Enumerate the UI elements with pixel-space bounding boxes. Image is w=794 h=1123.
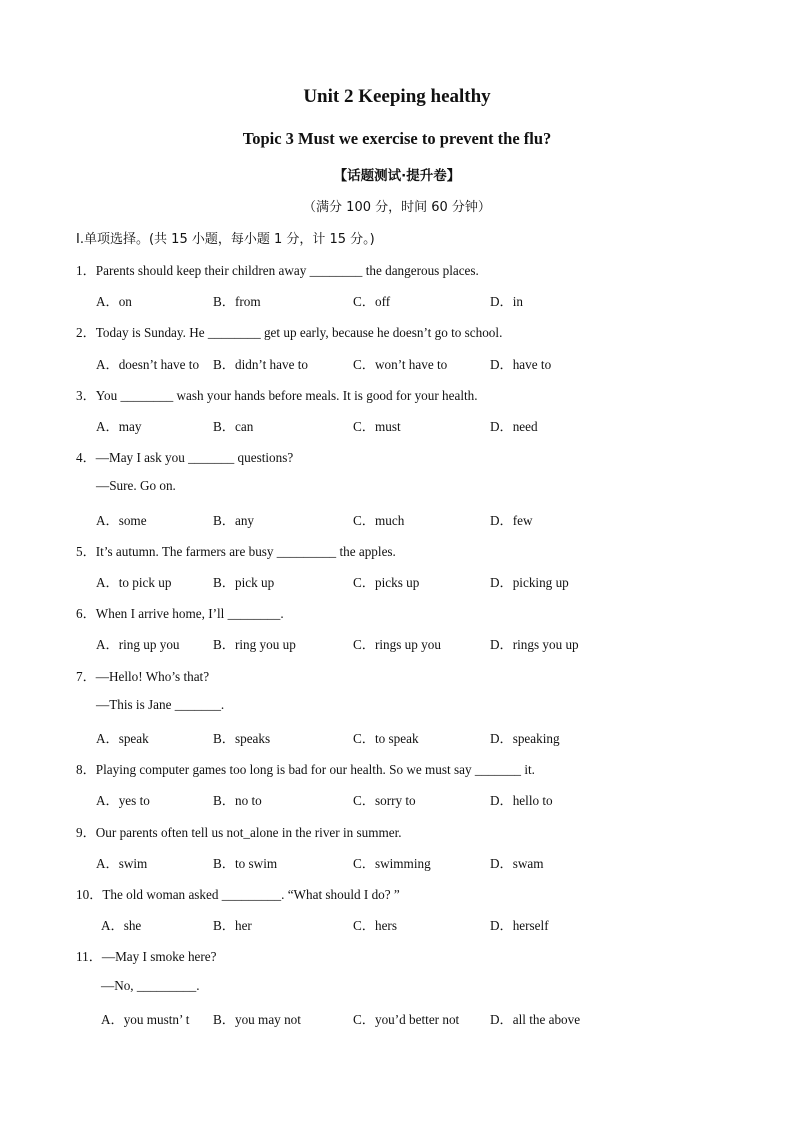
option-d[interactable]: D．speaking [490,731,560,746]
option-d[interactable]: D．swam [490,856,544,871]
question-stem: 1．Parents should keep their children away ________ the dangerous places. [76,263,479,278]
option-c[interactable]: C．to speak [353,731,419,746]
option-b[interactable]: B．ring you up [213,637,296,652]
option-a[interactable]: A．some [96,513,147,528]
option-a[interactable]: A．swim [96,856,148,871]
question-stem: 5．It’s autumn. The farmers are busy _________ the apples. [76,544,396,559]
option-d[interactable]: D．rings you up [490,637,579,652]
option-d[interactable]: D．have to [490,357,552,372]
option-b[interactable]: B．any [213,513,255,528]
question-stem: 6．When I arrive home, I’ll ________. [76,606,284,621]
section-heading: I.单项选择。(共 15 小题，每小题 1 分，计 15 分。) [76,232,375,247]
option-c[interactable]: C．must [353,419,401,434]
option-c[interactable]: C．you’d better not [353,1012,460,1027]
question-stem: 7．—Hello! Who’s that? [76,669,210,684]
option-b[interactable]: B．pick up [213,575,275,590]
option-c[interactable]: C．picks up [353,575,420,590]
question-response: —Sure. Go on. [96,478,176,493]
page-subtitle: Topic 3 Must we exercise to prevent the flu? [242,129,552,148]
option-c[interactable]: C．much [353,513,405,528]
option-a[interactable]: A．to pick up [96,575,172,590]
page-title: Unit 2 Keeping healthy [303,86,491,107]
option-c[interactable]: C．rings up you [353,637,441,652]
question-stem: 11．—May I smoke here? [76,949,217,964]
question-response: —This is Jane _______. [96,697,225,712]
score-note: （满分 100 分，时间 60 分钟） [303,200,491,215]
option-c[interactable]: C．swimming [353,856,431,871]
option-c[interactable]: C．sorry to [353,793,416,808]
question-stem: 4．—May I ask you _______ questions? [76,450,294,465]
option-d[interactable]: D．herself [490,918,549,933]
option-c[interactable]: C．hers [353,918,397,933]
option-b[interactable]: B．to swim [213,856,278,871]
question-response: —No, _________. [101,978,200,993]
question-stem: 3．You ________ wash your hands before meals. It is good for your health. [76,388,478,403]
option-a[interactable]: A．you mustn’ t [101,1012,190,1027]
option-c[interactable]: C．off [353,294,391,309]
option-b[interactable]: B．didn’t have to [213,357,308,372]
question-stem: 8．Playing computer games too long is bad for our health. So we must say _______ it. [76,762,535,777]
question-stem: 9．Our parents often tell us not_alone in the river in summer. [76,825,402,840]
option-a[interactable]: A．may [96,419,142,434]
option-d[interactable]: D．all the above [490,1012,581,1027]
question-stem: 10．The old woman asked _________. “What should I do? ” [76,887,400,902]
option-a[interactable]: A．ring up you [96,637,180,652]
option-c[interactable]: C．won’t have to [353,357,448,372]
option-d[interactable]: D．need [490,419,538,434]
option-b[interactable]: B．can [213,419,254,434]
option-b[interactable]: B．her [213,918,252,933]
option-d[interactable]: D．in [490,294,523,309]
option-a[interactable]: A．yes to [96,793,150,808]
option-b[interactable]: B．from [213,294,261,309]
test-tag: 【话题测试·提升卷】 [333,168,461,184]
option-a[interactable]: A．speak [96,731,149,746]
question-stem: 2．Today is Sunday. He ________ get up early, because he doesn’t go to school. [76,325,503,340]
option-d[interactable]: D．few [490,513,533,528]
option-b[interactable]: B．speaks [213,731,271,746]
option-d[interactable]: D．hello to [490,793,553,808]
option-a[interactable]: A．on [96,294,132,309]
option-a[interactable]: A．doesn’t have to [96,357,200,372]
option-d[interactable]: D．picking up [490,575,569,590]
option-a[interactable]: A．she [101,918,142,933]
option-b[interactable]: B．no to [213,793,262,808]
option-b[interactable]: B．you may not [213,1012,301,1027]
